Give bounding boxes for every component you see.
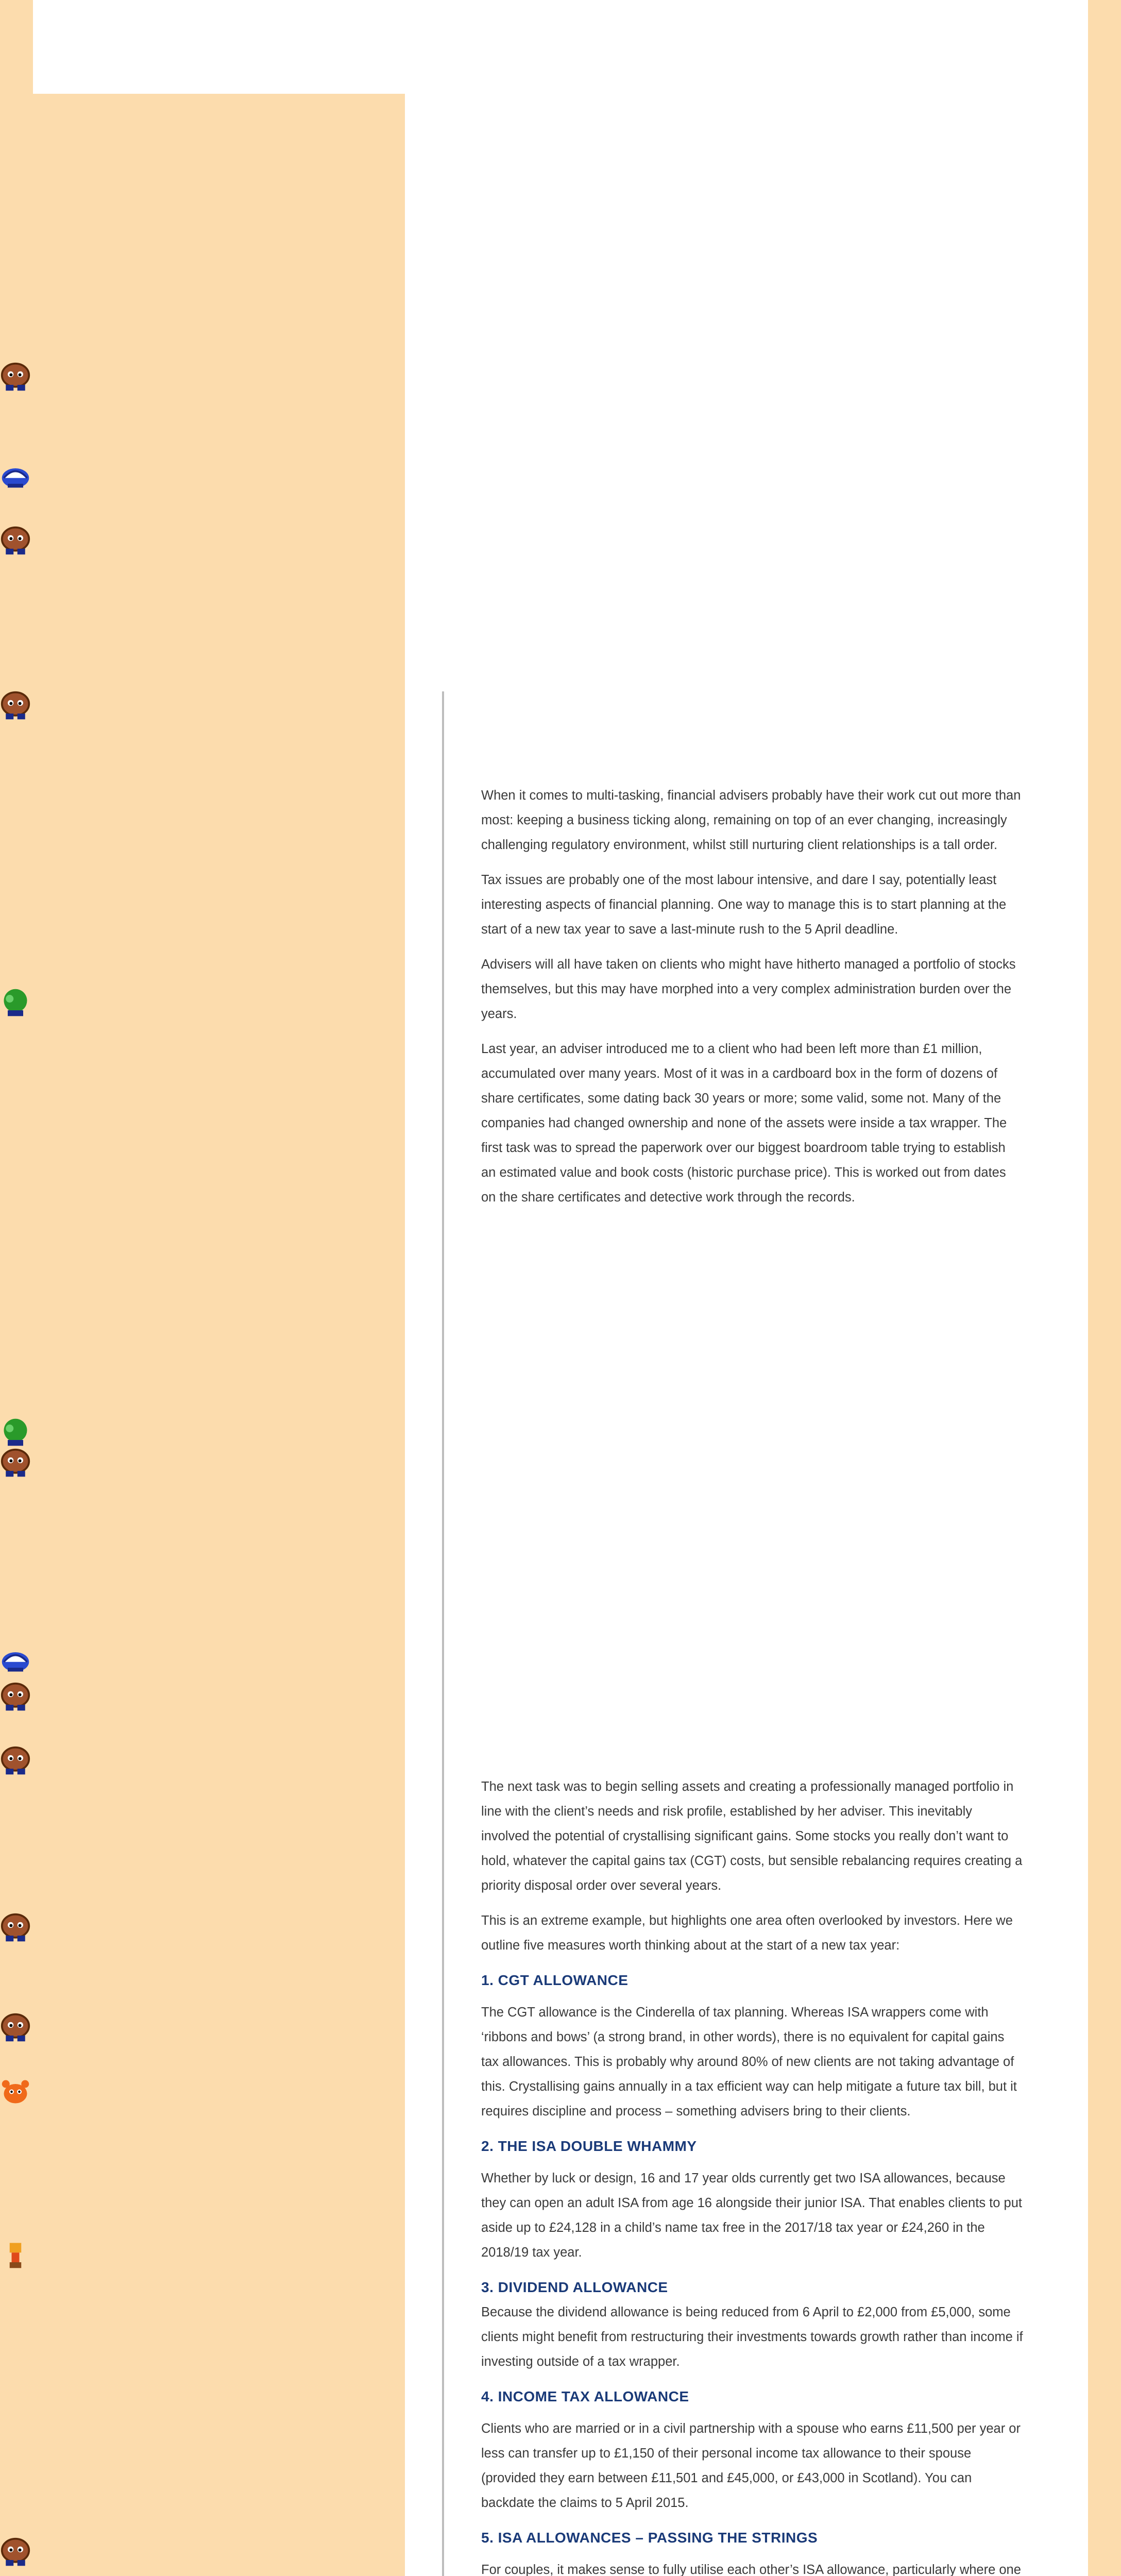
- goomba-icon: [0, 2537, 31, 2568]
- section-heading-cgt: 1. CGT ALLOWANCE: [481, 1972, 629, 1988]
- goomba-icon: [0, 1745, 31, 1776]
- goomba-icon: [0, 1682, 31, 1713]
- section-body-isa-double: Whether by luck or design, 16 and 17 year olds currently get two ISA allowances, because they can open an adult ISA from age 16 alongside their junior ISA. That enables clients to put aside up to £24,128 in a child’s name tax free in the 2017/18 tax year or £24,260 in the 2018/19 tax year.: [481, 2171, 1022, 2260]
- article-block-1: [481, 783, 1023, 1220]
- bush-icon: [0, 1417, 31, 1448]
- mushroom-kid-icon: [0, 2239, 31, 2270]
- goomba-icon: [0, 1912, 31, 1943]
- paragraph: Tax issues are probably one of the most labour intensive, and dare I say, potentially least interesting aspects of financial planning. One way to manage this is to start planning at the start of a new tax year to save a last-minute rush to the 5 April deadline.: [481, 873, 1007, 937]
- section-heading-dividend: 3. DIVIDEND ALLOWANCE: [481, 2279, 668, 2295]
- section-heading-isa-strings: 5. ISA ALLOWANCES – PASSING THE STRINGS: [481, 2530, 818, 2546]
- section-heading-income-tax: 4. INCOME TAX ALLOWANCE: [481, 2388, 689, 2404]
- section-body-isa-strings: For couples, it makes sense to fully utilise each other’s ISA allowance, particularly where one: [481, 2563, 1021, 2576]
- paragraph: Last year, an adviser introduced me to a client who had been left more than £1 million, accumulated over many years. Most of it was in a cardboard box in the form of dozens of share certificates, some dating back 30 years or more; some valid, some not. Many of the companies had changed ownership and none of the assets were inside a tax wrapper. The first task was to spread the paperwork over our biggest boardroom table trying to establish an estimated value and book costs (historic purchase price). This is worked out from dates on the share certificates and detective work through the records.: [481, 1042, 1007, 1205]
- article-block-2: [481, 1774, 1023, 2576]
- goomba-icon: [0, 1448, 31, 1479]
- bush-icon: [0, 987, 31, 1018]
- paragraph: Advisers will all have taken on clients who might have hitherto managed a portfolio of stocks themselves, but this may have morphed into a very complex administration burden over the years.: [481, 957, 1016, 1021]
- goomba-icon: [0, 690, 31, 721]
- goomba-icon: [0, 526, 31, 556]
- paragraph: This is an extreme example, but highlights one area often overlooked by investors. Here we outline five measures worth thinking about at the start of a new tax year:: [481, 1913, 1013, 1953]
- red-crab-icon: [0, 2076, 31, 2107]
- section-body-income-tax: Clients who are married or in a civil partnership with a spouse who earns £11,500 per year or less can transfer up to £1,150 of their personal income tax allowance to their spouse (provided they earn between £11,501 and £45,000, or £43,000 in Scotland). You can backdate the claims to 5 April 2015.: [481, 2421, 1021, 2510]
- section-heading-isa-double: 2. THE ISA DOUBLE WHAMMY: [481, 2138, 697, 2154]
- goomba-icon: [0, 2012, 31, 2043]
- section-body-dividend: Because the dividend allowance is being reduced from 6 April to £2,000 from £5,000, some clients might benefit from restructuring their investments towards growth rather than income if investing outside of a tax wrapper.: [481, 2305, 1023, 2369]
- paragraph: When it comes to multi-tasking, financial advisers probably have their work cut out more than most: keeping a business ticking along, remaining on top of an ever changing, increasingly challenging regulatory environment, whilst still nurturing client relationships is a tall order.: [481, 788, 1021, 852]
- koopa-shell-icon: [0, 461, 31, 492]
- article-margin-rule: [442, 691, 444, 2576]
- koopa-shell-icon: [0, 1645, 31, 1675]
- paragraph: The next task was to begin selling assets and creating a professionally managed portfolio in line with the client’s needs and risk profile, established by her adviser. This inevitably involved the potential of crystallising significant gains. Some stocks you really don’t want to hold, whatever the capital gains tax (CGT) costs, but sensible rebalancing requires creating a priority disposal order over several years.: [481, 1780, 1023, 1893]
- goomba-icon: [0, 362, 31, 393]
- section-body-cgt: The CGT allowance is the Cinderella of tax planning. Whereas ISA wrappers come with ‘ribbons and bows’ (a strong brand, in other words), there is no equivalent for capital gains tax allowances. This is probably why around 80% of new clients are not taking advantage of this. Crystallising gains annually in a tax efficient way can help mitigate a future tax bill, but it requires discipline and process – something advisers bring to their clients.: [481, 2005, 1017, 2119]
